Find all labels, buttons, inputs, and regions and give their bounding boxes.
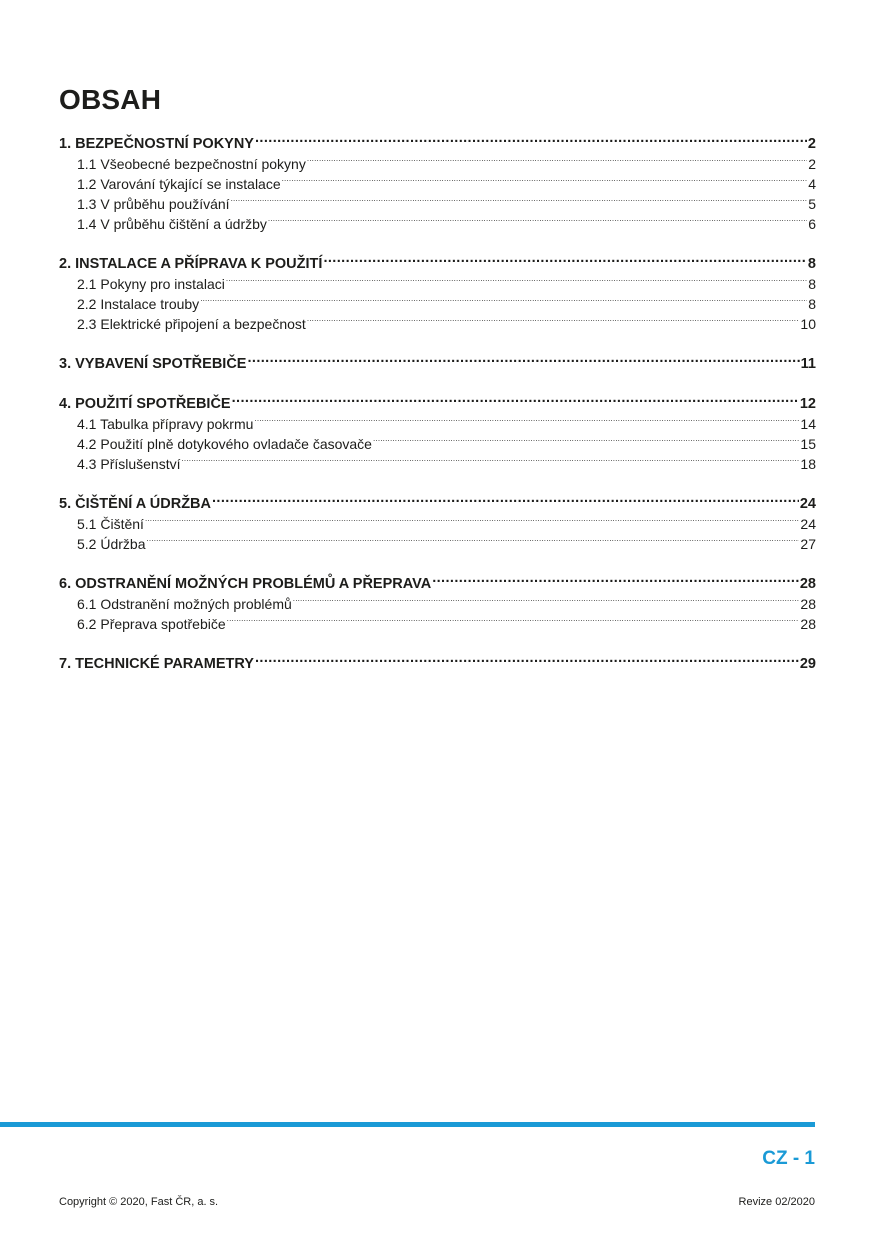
toc-entry-page: 15 (800, 436, 816, 452)
toc-chapter[interactable] (59, 134, 816, 154)
toc-subsection[interactable] (59, 594, 816, 614)
toc-subsection[interactable] (59, 274, 816, 294)
toc-entry-page: 24 (799, 496, 816, 512)
dot-leader (307, 155, 807, 169)
toc-chapter[interactable] (59, 574, 816, 594)
toc-subsection[interactable] (59, 214, 816, 234)
dot-leader (247, 354, 799, 368)
toc-entry-label: 1.2 Varování týkající se instalace (77, 176, 281, 192)
dot-leader (282, 175, 808, 189)
toc-entry-page: 6 (808, 216, 816, 232)
toc-section (59, 494, 816, 554)
toc-entry-page: 29 (799, 656, 816, 672)
dot-leader (227, 615, 800, 629)
toc-entry-label: 4.2 Použití plně dotykového ovladače časovače (77, 436, 372, 452)
dot-leader (293, 595, 800, 609)
dot-leader (432, 574, 799, 588)
toc-subsection[interactable] (59, 454, 816, 474)
toc-chapter[interactable] (59, 494, 816, 514)
toc-entry-label: 6. ODSTRANĚNÍ MOŽNÝCH PROBLÉMŮ A PŘEPRAVA (59, 576, 432, 592)
dot-leader (212, 494, 799, 508)
toc-entry-label: 1. BEZPEČNOSTNÍ POKYNY (59, 136, 254, 152)
dot-leader (145, 515, 799, 529)
toc-section (59, 574, 816, 634)
toc-entry-page: 5 (808, 196, 816, 212)
toc-subsection[interactable] (59, 614, 816, 634)
toc-entry-label: 1.1 Všeobecné bezpečnostní pokyny (77, 156, 306, 172)
toc-subsection[interactable] (59, 314, 816, 334)
dot-leader (373, 435, 799, 449)
toc-subsection[interactable] (59, 414, 816, 434)
toc-entry-page: 24 (800, 516, 816, 532)
dot-leader (182, 455, 800, 469)
toc-subsection[interactable] (59, 294, 816, 314)
toc-chapter[interactable] (59, 254, 816, 274)
toc-entry-page: 12 (799, 396, 816, 412)
dot-leader (254, 415, 799, 429)
revision-text: Revize 02/2020 (738, 1196, 815, 1208)
toc-chapter[interactable] (59, 654, 816, 674)
toc-section (59, 134, 816, 234)
toc-entry-label: 7. TECHNICKÉ PARAMETRY (59, 656, 254, 672)
dot-leader (307, 315, 800, 329)
toc-subsection[interactable] (59, 514, 816, 534)
toc-section (59, 654, 816, 674)
toc-entry-page: 27 (800, 536, 816, 552)
dot-leader (146, 535, 799, 549)
toc-entry-label: 2.2 Instalace trouby (77, 296, 200, 312)
dot-leader (255, 654, 799, 668)
toc-entry-page: 28 (799, 576, 816, 592)
toc-entry-label: 1.4 V průběhu čištění a údržby (77, 216, 267, 232)
toc-entry-label: 4. POUŽITÍ SPOTŘEBIČE (59, 396, 231, 412)
toc-entry-page: 8 (808, 276, 816, 292)
toc-entry-label: 6.2 Přeprava spotřebiče (77, 616, 226, 632)
toc-entry-page: 28 (800, 596, 816, 612)
dot-leader (231, 195, 808, 209)
dot-leader (323, 254, 806, 268)
toc-entry-label: 2. INSTALACE A PŘÍPRAVA K POUŽITÍ (59, 256, 323, 272)
toc-entry-label: 6.1 Odstranění možných problémů (77, 596, 292, 612)
toc-entry-label: 4.1 Tabulka přípravy pokrmu (77, 416, 254, 432)
toc-section (59, 394, 816, 474)
toc-entry-page: 8 (808, 296, 816, 312)
table-of-contents (59, 134, 816, 694)
toc-entry-page: 2 (808, 156, 816, 172)
dot-leader (255, 134, 807, 148)
footer-rule (0, 1122, 815, 1127)
toc-entry-page: 11 (800, 356, 816, 372)
toc-chapter[interactable] (59, 394, 816, 414)
toc-entry-label: 1.3 V průběhu používání (77, 196, 230, 212)
toc-entry-page: 28 (800, 616, 816, 632)
toc-subsection[interactable] (59, 194, 816, 214)
toc-section (59, 254, 816, 334)
page-number: CZ - 1 (762, 1148, 815, 1169)
dot-leader (226, 275, 807, 289)
toc-entry-page: 14 (800, 416, 816, 432)
dot-leader (200, 295, 807, 309)
page-title: OBSAH (59, 84, 162, 115)
toc-entry-label: 5. ČIŠTĚNÍ A ÚDRŽBA (59, 496, 211, 512)
toc-entry-label: 2.3 Elektrické připojení a bezpečnost (77, 316, 306, 332)
toc-entry-page: 8 (807, 256, 816, 272)
toc-entry-page: 10 (800, 316, 816, 332)
toc-entry-label: 5.2 Údržba (77, 536, 146, 552)
toc-entry-page: 2 (807, 136, 816, 152)
dot-leader (232, 394, 799, 408)
toc-subsection[interactable] (59, 174, 816, 194)
toc-entry-page: 4 (808, 176, 816, 192)
toc-entry-label: 3. VYBAVENÍ SPOTŘEBIČE (59, 356, 247, 372)
toc-entry-page: 18 (800, 456, 816, 472)
copyright-text: Copyright © 2020, Fast ČR, a. s. (59, 1196, 219, 1208)
toc-subsection[interactable] (59, 154, 816, 174)
toc-subsection[interactable] (59, 534, 816, 554)
toc-entry-label: 4.3 Příslušenství (77, 456, 181, 472)
toc-section (59, 354, 816, 374)
toc-subsection[interactable] (59, 434, 816, 454)
dot-leader (268, 215, 807, 229)
toc-entry-label: 2.1 Pokyny pro instalaci (77, 276, 225, 292)
toc-entry-label: 5.1 Čištění (77, 516, 144, 532)
toc-chapter[interactable] (59, 354, 816, 374)
